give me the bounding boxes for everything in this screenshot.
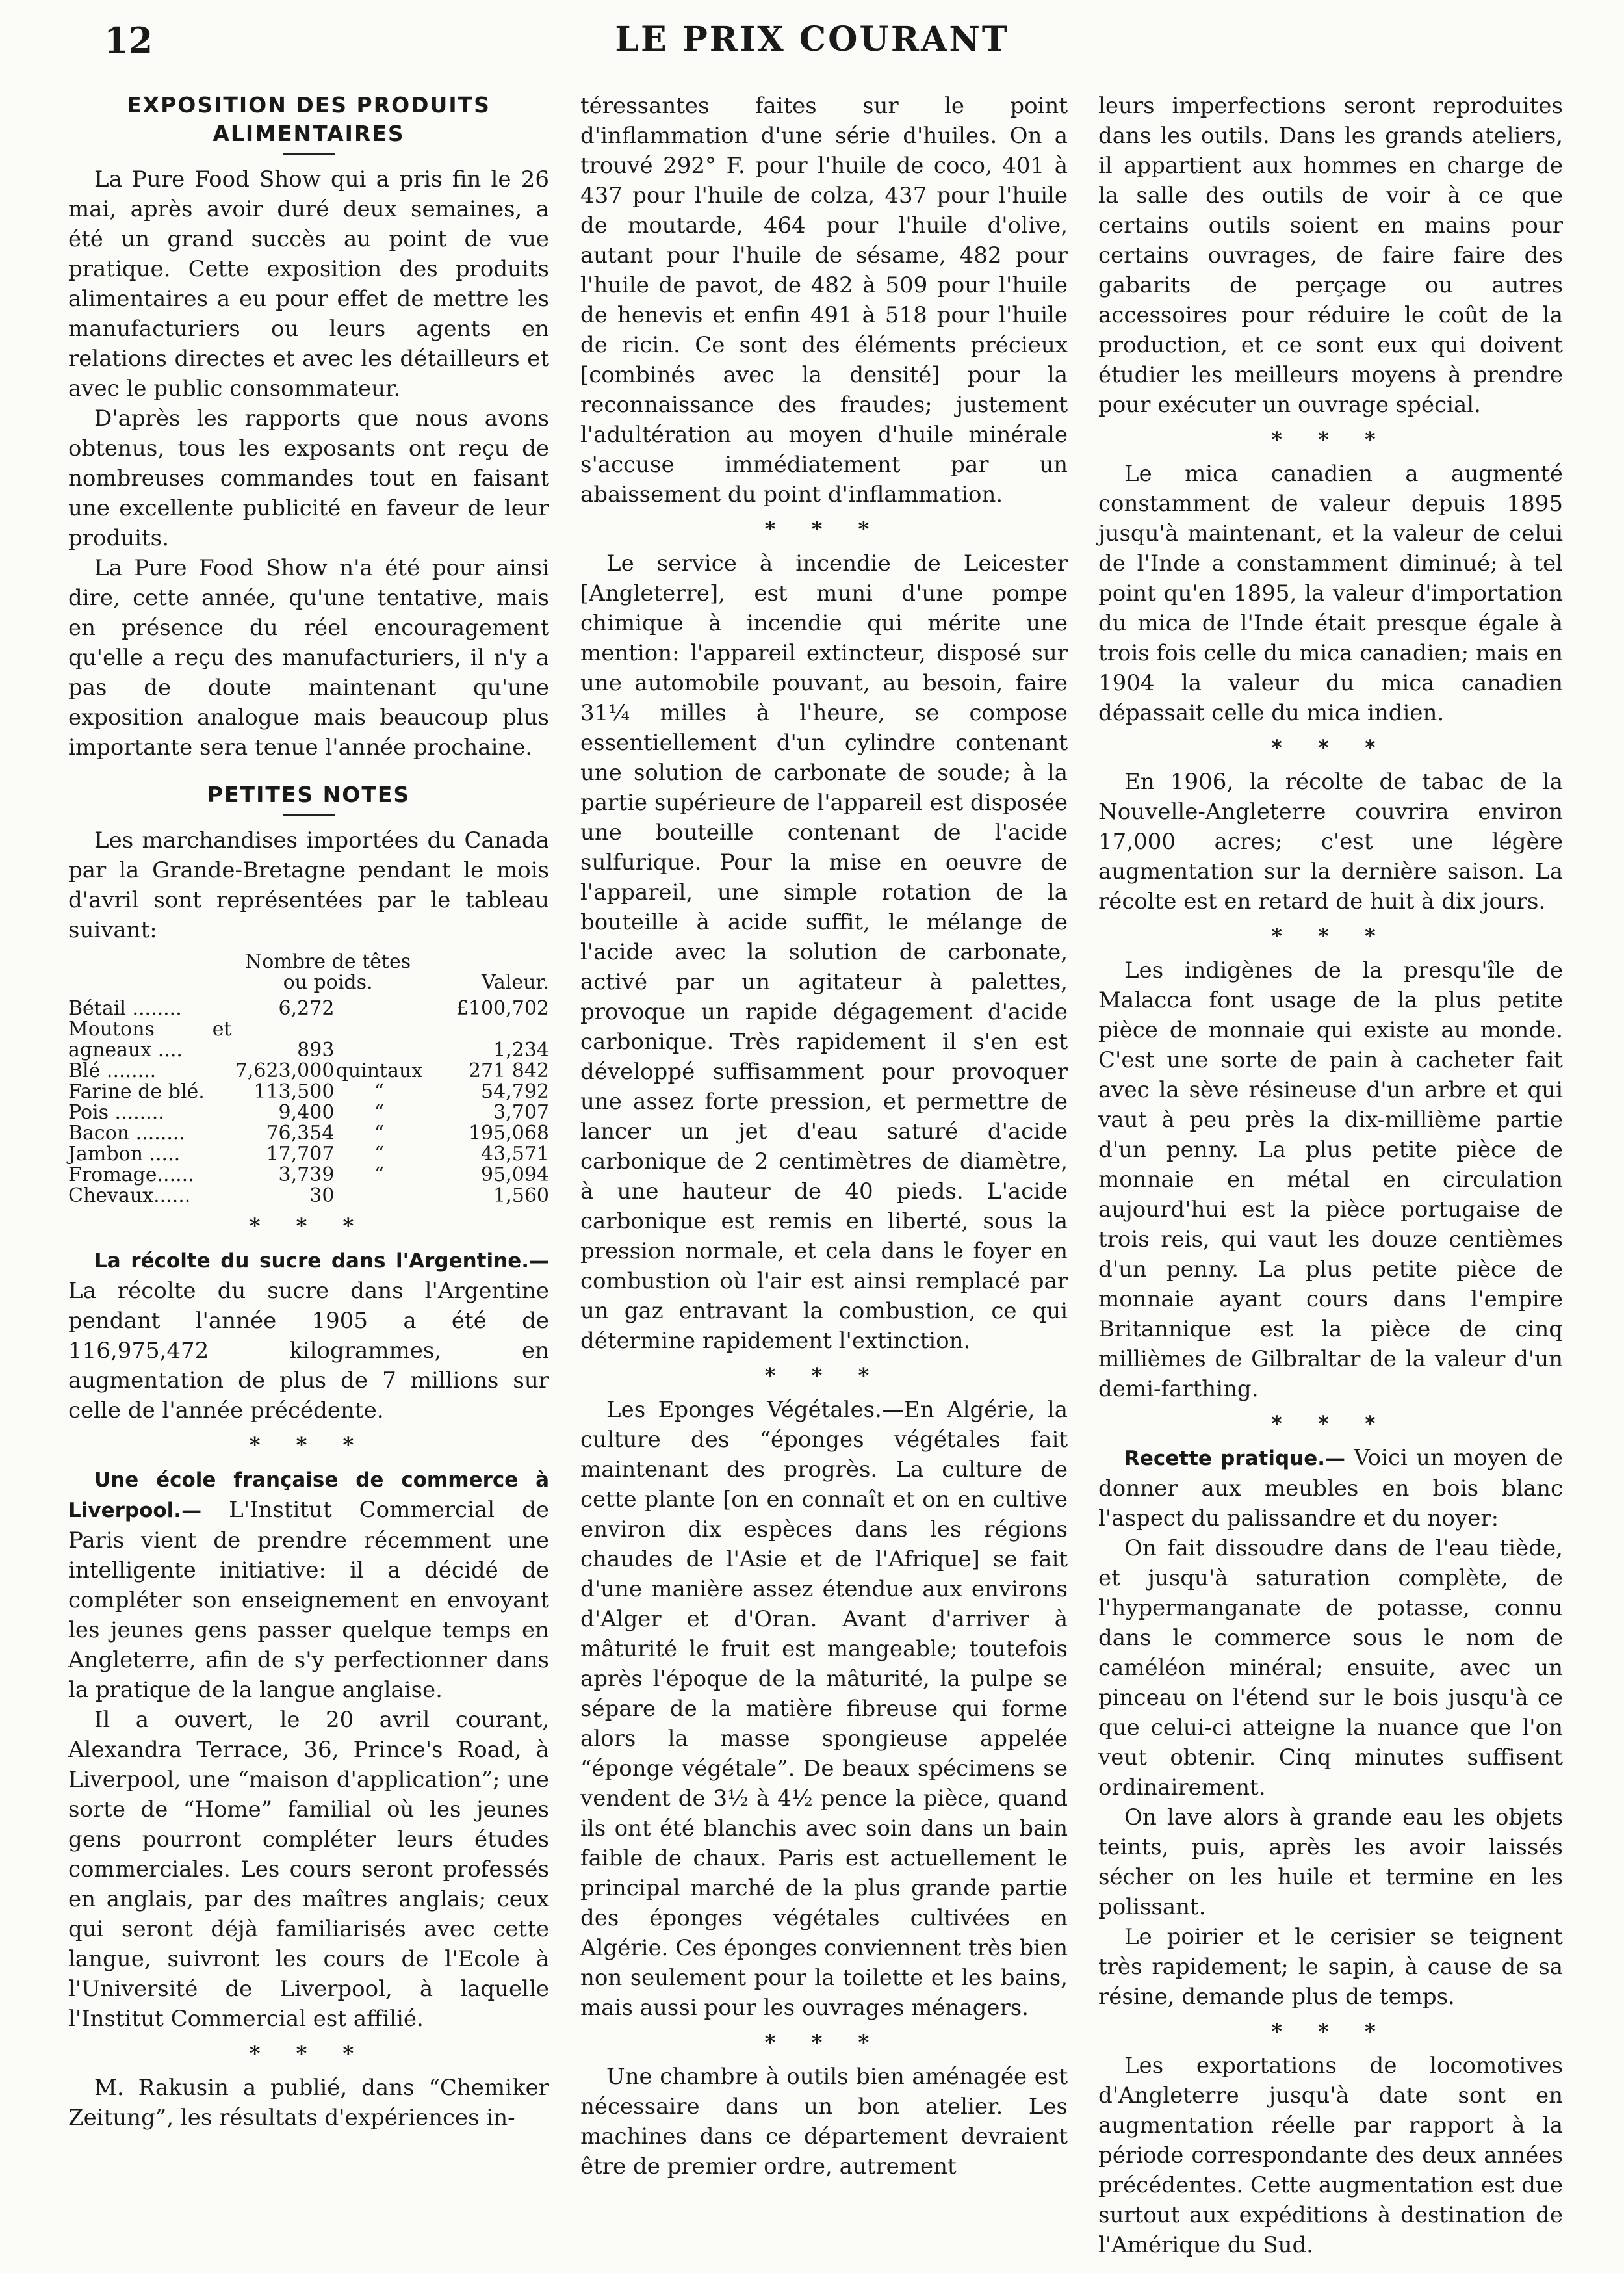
table-row	[68, 998, 549, 1019]
table-cell-item: Bacon ........	[68, 1122, 185, 1145]
table-cell-item: Bétail ........	[68, 997, 182, 1020]
separator-stars: * * *	[1271, 2019, 1390, 2044]
separator-stars: * * *	[249, 1214, 368, 1238]
table-cell-value: 1,560	[493, 1184, 549, 1207]
paragraph: Le mica canadien a augmenté constamment de valeur depuis 1895 jusqu'à maintenant, et la valeur de celui de l'Inde a constamment diminué; à tel point qu'en 1895, la valeur d'importation du mica de l'Inde était presque égale à trois fois celle du mica canadien; mais en 1904 la valeur du mica canadien dépassait celle du mica indien.	[1098, 461, 1563, 726]
paragraph: D'après les rapports que nous avons obtenus, tous les exposants ont reçu de nombreuses commandes tout en faisant une excellente publicité en faveur de leur produits.	[68, 406, 549, 551]
paragraph: Les marchandises importées du Canada par la Grande-Bretagne pendant le mois d'avril sont représentées par le tableau suivant:	[68, 827, 549, 943]
table-cell-value: 1,234	[493, 1039, 549, 1061]
section-heading: Recette pratique.—	[1124, 1447, 1346, 1470]
table-cell-qty: 893	[297, 1039, 335, 1061]
table-row	[68, 1082, 549, 1102]
table-header-row	[68, 952, 549, 998]
paragraph: M. Rakusin a publié, dans “Chemiker Zeitung”, les résultats d'expériences in-	[68, 2075, 549, 2131]
paragraph: Les indigènes de la presqu'île de Malacca font usage de la plus petite pièce de monnaie qui existe au monde. C'est une sorte de pain à cacheter fait avec la sève résineuse d'un arbre et qui vaut à peu près la dix-millième partie d'un penny. La plus petite pièce de monnaie en métal en circulation aujourd'hui est la pièce portugaise de trois reis, qui vaut les douze centièmes d'un penny. La plus petite pièce de monnaie ayant cours dans l'empire Britannique est la pièce de cinq millièmes de Gilbraltar de la valeur d'un demi-farthing.	[1098, 957, 1563, 1402]
table-cell-qty: 113,500	[253, 1080, 335, 1103]
table-row	[68, 1102, 549, 1123]
table-cell-unit: “	[374, 1080, 385, 1103]
separator-stars: * * *	[1271, 1411, 1390, 1436]
table-cell-value: 3,707	[493, 1101, 549, 1124]
column-3	[1098, 91, 1563, 2260]
table-cell-value: 43,571	[481, 1143, 549, 1165]
separator-stars: * * *	[764, 1363, 884, 1388]
heading-exposition: EXPOSITION DES PRODUITS ALIMENTAIRES	[127, 92, 491, 146]
table-cell-item: Moutons et agneaux ....	[68, 1018, 232, 1061]
separator-stars: * * *	[1271, 924, 1390, 948]
table-cell-unit	[334, 1019, 424, 1061]
table-cell-item: Chevaux......	[68, 1184, 191, 1207]
column-2	[580, 91, 1068, 2181]
paragraph: On lave alors à grande eau les objets teints, puis, après les avoir laissés sécher on les huile et termine en les polissant.	[1098, 1804, 1563, 1920]
paragraph: Les Eponges Végétales.—En Algérie, la culture des “éponges végétales fait maintenant des progrès. La culture de cette plante [on en connaît et on en cultive environ dix espèces dans les régions chaudes de l'Asie et de l'Afrique] se fait d'une manière assez étendue aux environs d'Alger et d'Oran. Avant d'arriver à mâturité le fruit est mangeable; toutefois après l'époque de la mâturité, la pulpe se sépare de la matière fibreuse qui forme alors la masse spongieuse appelée “éponge végétale”. De beaux spécimens se vendent de 3½ à 4½ pence la pièce, quand ils ont été blanchis avec soin dans un bain faible de chaux. Paris est actuellement le principal marché de la plus grande partie des éponges végétales cultivées en Algérie. Ces éponges conviennent très bien non seulement pour la toilette et les bains, mais aussi pour les ouvrages ménagers.	[580, 1397, 1068, 2021]
heading-petites-notes: PETITES NOTES	[207, 782, 411, 807]
paragraph-text: La récolte du sucre dans l'Argentine pendant l'année 1905 a été de 116,975,472 kilogrammes, en augmentation de plus de 7 millions sur celle de l'année précédente.	[68, 1278, 549, 1423]
column-1	[68, 91, 549, 2133]
paragraph: La Pure Food Show n'a été pour ainsi dire, cette année, qu'une tentative, mais en présence du réel encouragement qu'elle a reçu des manufacturiers, il n'y a pas de doute maintenant qu'une exposition analogue mais beaucoup plus importante sera tenue l'année prochaine.	[68, 555, 549, 760]
table-cell-unit: “	[374, 1122, 385, 1145]
table-cell-qty: 9,400	[278, 1101, 335, 1124]
table-row	[68, 1123, 549, 1144]
table-cell-qty: 3,739	[278, 1163, 335, 1186]
paragraph-text: Voici un moyen de donner aux meubles en bois blanc l'aspect du palissandre et du noyer:	[1098, 1445, 1563, 1531]
table-cell-qty: 30	[309, 1184, 335, 1207]
heading-rule	[283, 814, 335, 816]
table-cell-qty: 6,272	[278, 997, 335, 1020]
table-cell-value: £100,702	[456, 997, 549, 1020]
table-cell-qty: 7,623,000	[235, 1059, 335, 1082]
table-cell-unit: quintaux	[335, 1059, 423, 1082]
section-heading: La récolte du sucre dans l'Argentine.—	[94, 1249, 549, 1273]
table-cell-item: Fromage......	[68, 1163, 194, 1186]
paragraph: leurs imperfections seront reproduites dans les outils. Dans les grands ateliers, il appartient aux hommes en charge de la salle des outils de voir à ce que certains outils soient en mains pour certains ouvrages, de faire faire des gabarits de perçage ou autres accessoires pour réduire le coût de la production, et ce sont eux qui doivent étudier les meilleurs moyens à prendre pour exécuter un ouvrage spécial.	[1098, 93, 1563, 418]
table-cell-qty: 76,354	[266, 1122, 335, 1145]
separator-stars: * * *	[1271, 427, 1390, 452]
paragraph: On fait dissoudre dans de l'eau tiède, et jusqu'à saturation complète, de l'hypermanganate de potasse, connu dans le commerce sous le nom de caméléon minéral; ensuite, avec un pinceau on l'étend sur le bois jusqu'à ce que celui-ci atteigne la nuance que l'on veut obtenir. Cinq minutes suffisent ordinairement.	[1098, 1535, 1563, 1800]
paragraph: téressantes faites sur le point d'inflammation d'une série d'huiles. On a trouvé 292° F. pour l'huile de coco, 401 à 437 pour l'huile de colza, 437 pour l'huile de moutarde, 464 pour l'huile d'olive, autant pour l'huile de sésame, 482 pour l'huile de pavot, de 482 à 509 pour l'huile de henevis et enfin 491 à 518 pour l'huile de ricin. Ce sont des éléments précieux [combinés avec la densité] pour la reconnaissance des fraudes; justement l'adultération au moyen d'huile minérale s'accuse immédiatement par un abaissement du point d'inflammation.	[580, 93, 1068, 508]
table-row	[68, 1186, 549, 1206]
table-cell-qty: 17,707	[266, 1143, 335, 1165]
separator-stars: * * *	[764, 2030, 884, 2055]
page-number: 12	[104, 19, 153, 61]
column-header-value: Valeur.	[481, 971, 549, 994]
table-cell-unit	[334, 998, 424, 1019]
table-row	[68, 1019, 549, 1061]
section-heading: Une école française de commerce à Liverpool.—	[68, 1468, 549, 1522]
masthead-title: LE PRIX COURANT	[615, 19, 1009, 59]
table-cell-item: Jambon .....	[68, 1143, 181, 1165]
table-cell-item: Pois ........	[68, 1101, 164, 1124]
table-cell-item: Farine de blé.	[68, 1080, 205, 1103]
table-cell-unit	[334, 1186, 424, 1206]
table-cell-value: 271 842	[468, 1059, 549, 1082]
table-cell-item: Blé ........	[68, 1059, 157, 1082]
table-cell-unit: “	[374, 1101, 385, 1124]
paragraph: Il a ouvert, le 20 avril courant, Alexandra Terrace, 36, Prince's Road, à Liverpool, une “maison d'application”; une sorte de “Home” familial où les jeunes gens pourront compléter leurs études commerciales. Les cours seront professés en anglais, par des maîtres anglais; ceux qui seront déjà familiarisés avec cette langue, suivront les cours de l'Ecole à l'Université de Liverpool, à laquelle l'Institut Commercial est affilié.	[68, 1707, 549, 2032]
paragraph: Une chambre à outils bien aménagée est nécessaire dans un bon atelier. Les machines dans ce département devraient être de premier ordre, autrement	[580, 2064, 1068, 2179]
table-cell-unit: “	[374, 1143, 385, 1165]
table-cell-unit: “	[374, 1163, 385, 1186]
separator-stars: * * *	[764, 517, 884, 541]
table-row	[68, 1061, 549, 1082]
table-cell-value: 195,068	[468, 1122, 549, 1145]
paragraph: Le poirier et le cerisier se teignent très rapidement; le sapin, à cause de sa résine, demande plus de temps.	[1098, 1924, 1563, 2010]
heading-rule	[283, 153, 335, 155]
table-cell-value: 95,094	[481, 1163, 549, 1186]
separator-stars: * * *	[249, 2041, 368, 2066]
paragraph-text: L'Institut Commercial de Paris vient de prendre récemment une intelligente initiative: il a décidé de compléter son enseignement en envoyant les jeunes gens passer quelque temps en Angleterre, afin de s'y perfectionner dans la pratique de la langue anglaise.	[68, 1497, 549, 1703]
column-header-qty: Nombre de têtes ou poids.	[245, 950, 411, 994]
paragraph: En 1906, la récolte de tabac de la Nouvelle-Angleterre couvrira environ 17,000 acres; c'est une légère augmentation sur la dernière saison. La récolte est en retard de huit à dix jours.	[1098, 769, 1563, 915]
table-row	[68, 1144, 549, 1165]
separator-stars: * * *	[249, 1433, 368, 1457]
paragraph: La Pure Food Show qui a pris fin le 26 mai, après avoir duré deux semaines, a été un grand succès au point de vue pratique. Cette exposition des produits alimentaires a eu pour effet de mettre les manufacturiers ou leurs agents en relations directes et avec les détailleurs et avec le public consommateur.	[68, 166, 549, 402]
paragraph: Le service à incendie de Leicester [Angleterre], est muni d'une pompe chimique à incendie qui mérite une mention: l'appareil extincteur, disposé sur une automobile pouvant, au besoin, faire 31¼ milles à l'heure, se compose essentiellement d'un cylindre contenant une solution de carbonate de soude; à la partie supérieure de l'appareil est disposée une bouteille contenant de l'acide sulfurique. Pour la mise en oeuvre de l'appareil, une simple rotation de la bouteille à acide suffit, le mélange de l'acide avec la solution de carbonate, activé par un agitateur à palettes, provoque un rapide dégagement d'acide carbonique. Très rapidement il s'en est développé suffisamment pour provoquer une assez forte pression, et permettre de lancer un jet d'eau saturé d'acide carbonique de 2 centimètres de diamètre, à une hauteur de 40 pieds. L'acide carbonique est remis en liberté, sous la pression normale, et cela dans le foyer en combustion où l'air est ainsi remplacé par un gaz entravant la combustion, ce qui détermine rapidement l'extinction.	[580, 551, 1068, 1354]
table-row	[68, 1165, 549, 1186]
separator-stars: * * *	[1271, 735, 1390, 760]
paragraph: Les exportations de locomotives d'Angleterre jusqu'à date sont en augmentation réelle par rapport à la période correspondante des deux années précédentes. Cette augmentation est due surtout aux expéditions à destination de l'Amérique du Sud.	[1098, 2053, 1563, 2258]
table-cell-value: 54,792	[481, 1080, 549, 1103]
imports-table	[68, 952, 549, 1206]
